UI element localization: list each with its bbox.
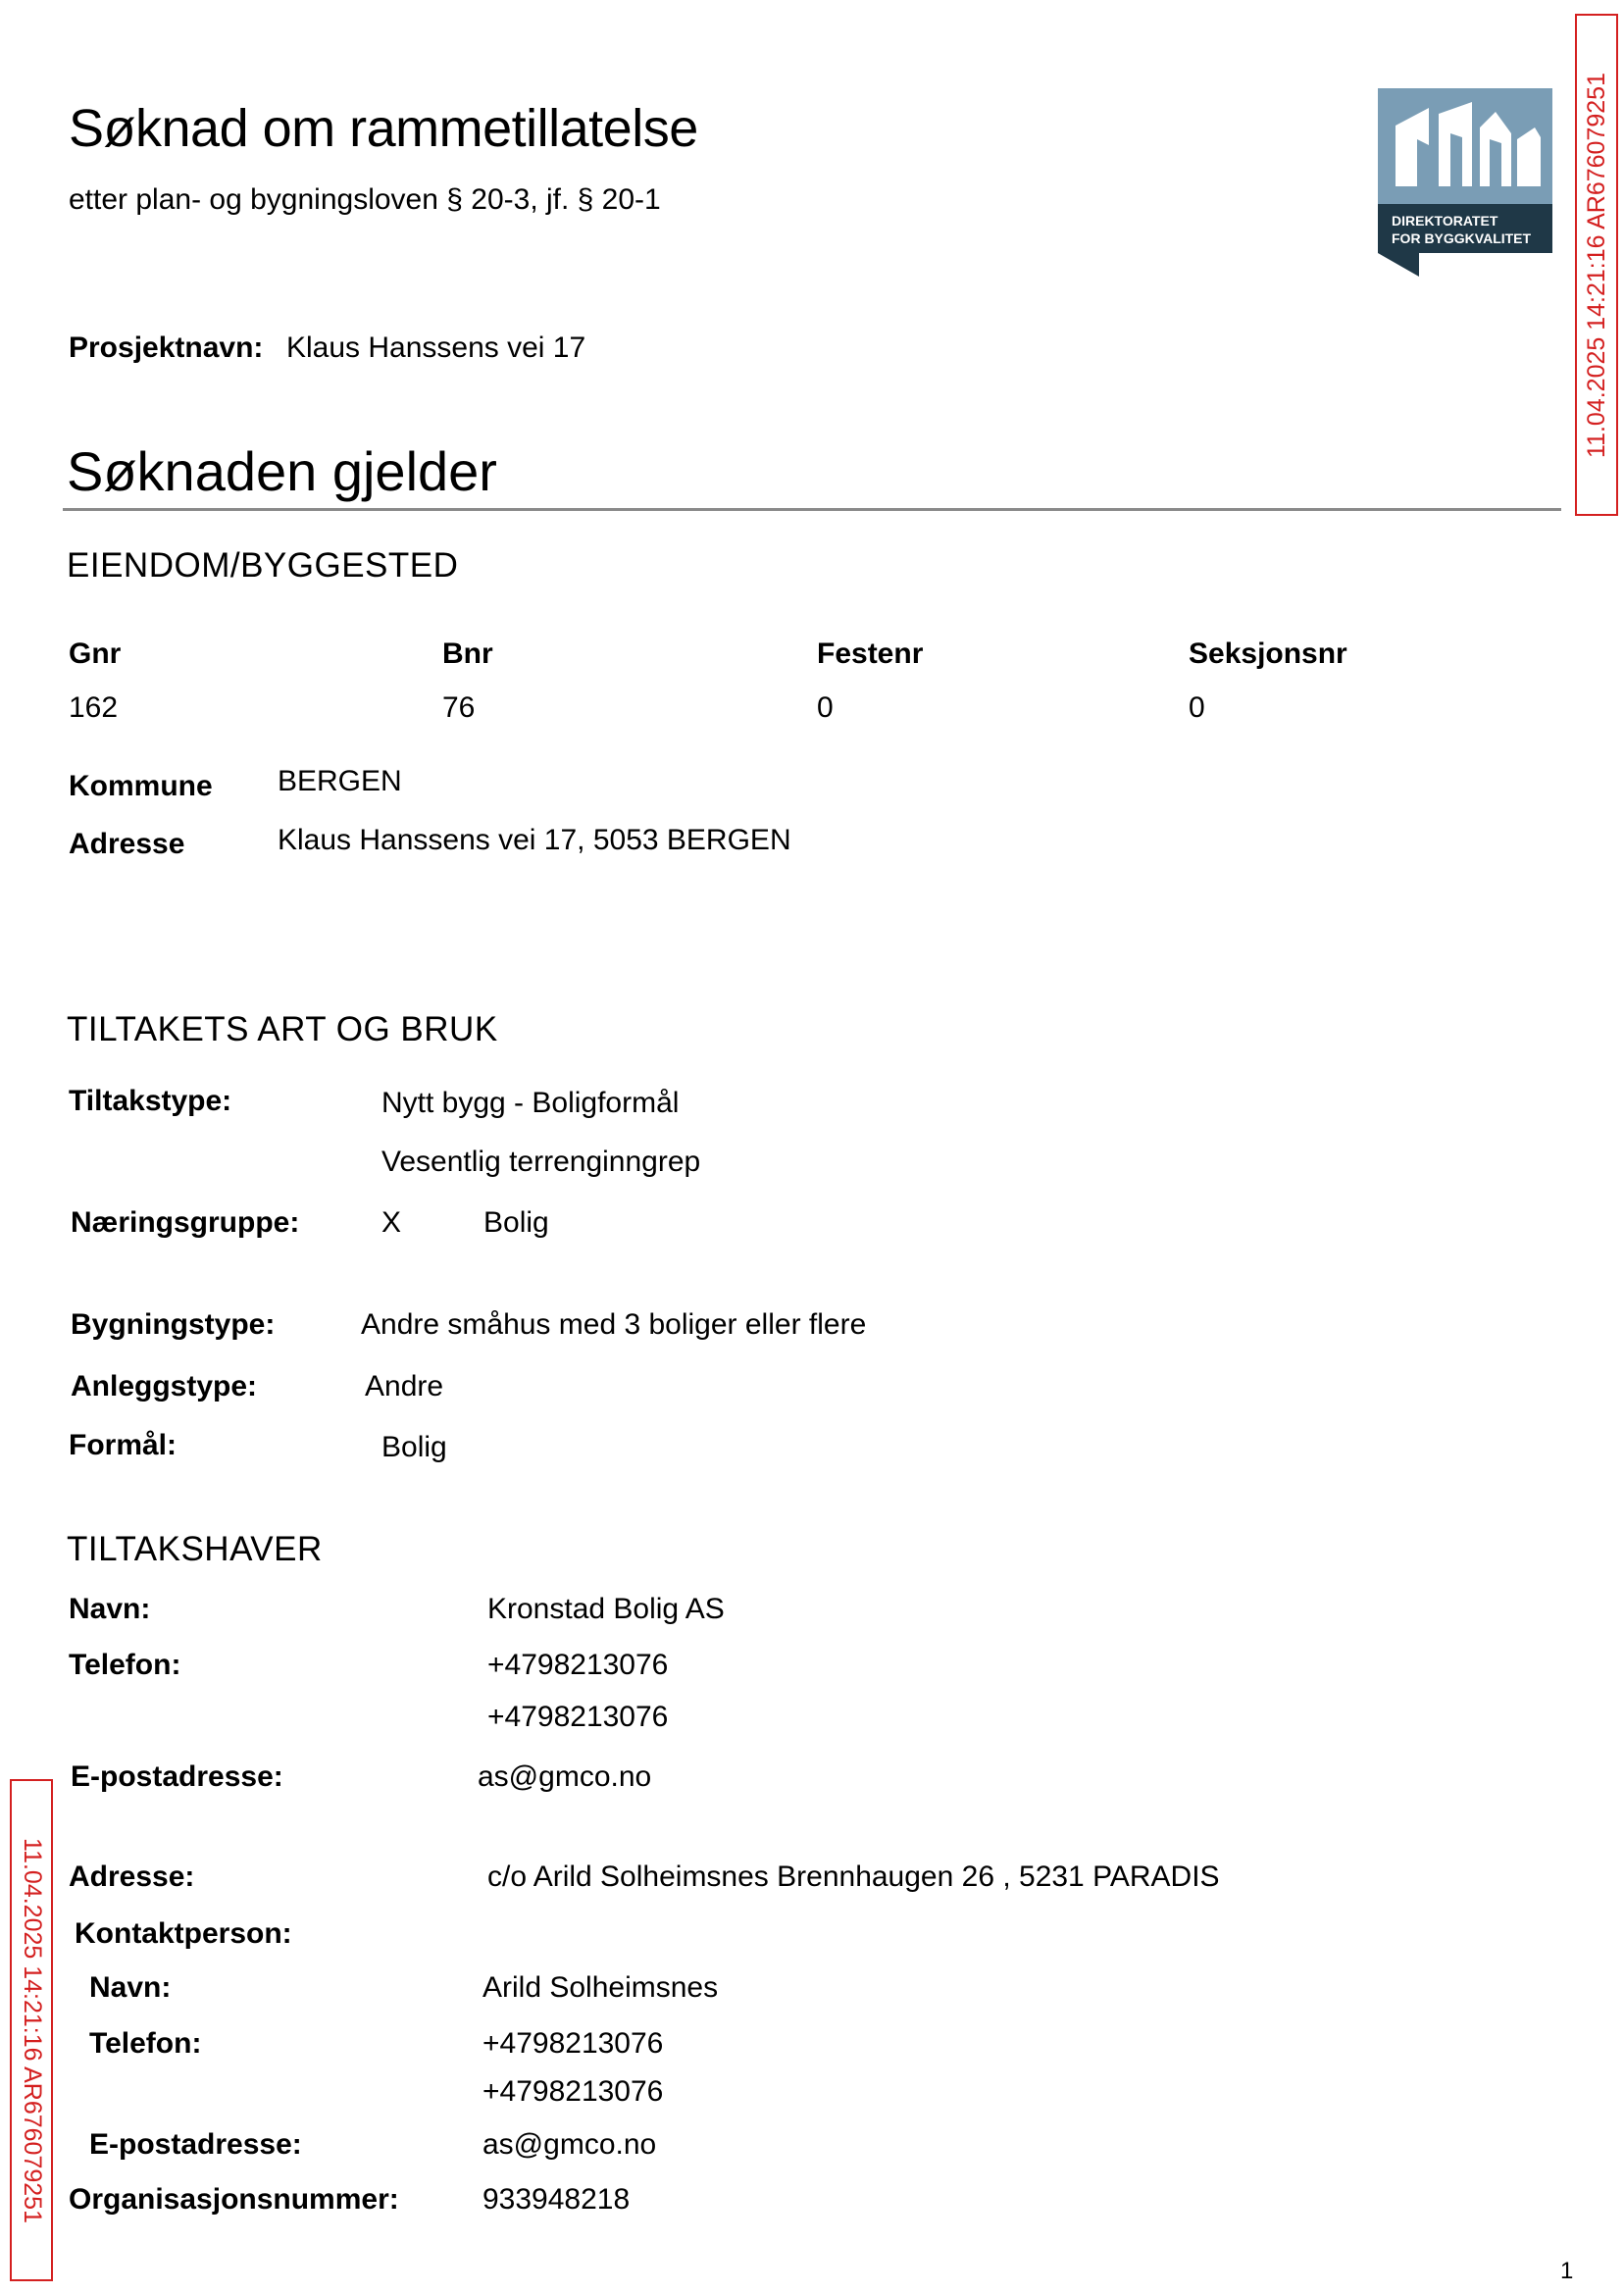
kontakt-navn-label: Navn: (89, 1971, 172, 2004)
tiltakshaver-navn-label: Navn: (69, 1593, 151, 1625)
tiltakshaver-telefon-value-2: +4798213076 (487, 1701, 669, 1733)
document-subtitle: etter plan- og bygningsloven § 20-3, jf. § 20-1 (69, 183, 661, 216)
section-title: Søknaden gjelder (67, 440, 497, 502)
page-number: 1 (1560, 2258, 1574, 2284)
naeringsgruppe-code: X (381, 1206, 402, 1239)
festenr-value: 0 (817, 691, 834, 724)
tiltakshaver-telefon-value-1: +4798213076 (487, 1649, 669, 1681)
gnr-label: Gnr (69, 637, 122, 670)
seksjonsnr-label: Seksjonsnr (1189, 637, 1347, 670)
adresse-label: Adresse (69, 828, 185, 860)
document-title: Søknad om rammetillatelse (69, 99, 698, 158)
tiltakshaver-adresse-value: c/o Arild Solheimsnes Brennhaugen 26 , 5231 PARADIS (487, 1861, 1220, 1893)
dibk-logo (1378, 88, 1552, 277)
organisasjonsnummer-value: 933948218 (482, 2183, 631, 2216)
seksjonsnr-value: 0 (1189, 691, 1205, 724)
kontakt-telefon-value-1: +4798213076 (482, 2027, 664, 2060)
gnr-value: 162 (69, 691, 119, 724)
kontakt-telefon-label: Telefon: (89, 2027, 202, 2060)
property-heading: EIENDOM/BYGGESTED (67, 546, 459, 585)
festenr-label: Festenr (817, 637, 924, 670)
svg-text:FOR BYGGKVALITET: FOR BYGGKVALITET (1392, 230, 1532, 246)
project-name-label: Prosjektnavn: (69, 331, 264, 364)
anleggstype-value: Andre (365, 1370, 444, 1402)
tiltakshaver-epost-label: E-postadresse: (71, 1760, 283, 1793)
kontaktperson-label: Kontaktperson: (75, 1917, 292, 1950)
tiltakshaver-adresse-label: Adresse: (69, 1861, 195, 1893)
formal-label: Formål: (69, 1429, 178, 1461)
bnr-value: 76 (442, 691, 476, 724)
kommune-label: Kommune (69, 770, 213, 802)
formal-value: Bolig (381, 1431, 447, 1463)
anleggstype-label: Anleggstype: (71, 1370, 258, 1402)
kontakt-navn-value: Arild Solheimsnes (482, 1971, 719, 2004)
tiltakstype-label: Tiltakstype: (69, 1085, 232, 1117)
tiltakshaver-navn-value: Kronstad Bolig AS (487, 1593, 725, 1625)
kontakt-epost-label: E-postadresse: (89, 2128, 302, 2161)
bygningstype-value: Andre småhus med 3 boliger eller flere (361, 1308, 867, 1341)
section-divider (63, 508, 1561, 511)
bnr-label: Bnr (442, 637, 493, 670)
project-name-value: Klaus Hanssens vei 17 (286, 331, 586, 364)
organisasjonsnummer-label: Organisasjonsnummer: (69, 2183, 399, 2216)
tiltakshaver-heading: TILTAKSHAVER (67, 1530, 323, 1568)
bygningstype-label: Bygningstype: (71, 1308, 276, 1341)
tiltakstype-value-2: Vesentlig terrenginngrep (381, 1146, 701, 1178)
kommune-value: BERGEN (278, 765, 402, 797)
svg-text:DIREKTORATET: DIREKTORATET (1392, 213, 1498, 229)
tiltakstype-value-1: Nytt bygg - Boligformål (381, 1087, 680, 1119)
tiltak-heading: TILTAKETS ART OG BRUK (67, 1010, 498, 1048)
naeringsgruppe-label: Næringsgruppe: (71, 1206, 300, 1239)
receipt-stamp-left: 11.04.2025 14:21:16 AR676079251 (10, 1779, 53, 2281)
naeringsgruppe-value: Bolig (483, 1206, 549, 1239)
dibk-logo-icon (1378, 88, 1552, 277)
tiltakshaver-epost-value: as@gmco.no (478, 1760, 652, 1793)
tiltakshaver-telefon-label: Telefon: (69, 1649, 181, 1681)
kontakt-telefon-value-2: +4798213076 (482, 2075, 664, 2108)
adresse-value: Klaus Hanssens vei 17, 5053 BERGEN (278, 824, 791, 856)
kontakt-epost-value: as@gmco.no (482, 2128, 657, 2161)
receipt-stamp-top: 11.04.2025 14:21:16 AR676079251 (1575, 14, 1618, 516)
